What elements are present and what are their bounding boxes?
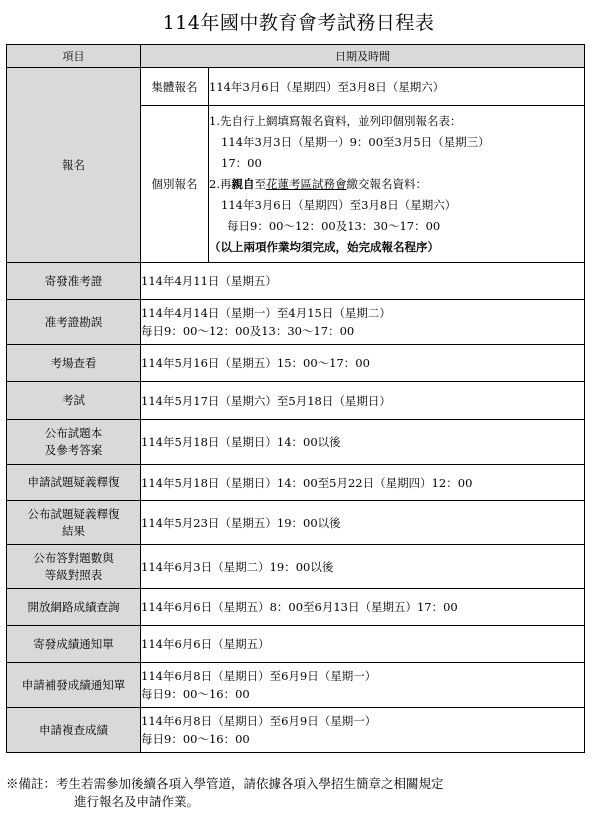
step2-bold: 親自 [231,176,255,191]
step2-line2: 114年3月6日（星期四）至3月8日（星期六） [221,197,457,212]
row-label [7,501,141,545]
step1-line1: 1.先自行上網填寫報名資料，並列印個別報名表： [209,113,462,128]
row-label-line1: 公布答對題數與 [33,550,114,565]
row-label [7,663,141,708]
step1-line2: 114年3月3日（星期一）9：00至3月5日（星期三） [221,134,490,149]
table-row [7,68,585,106]
row-value-line1: 114年6月8日（星期日）至6月9日（星期一） [141,714,377,728]
row-value [141,589,585,626]
row-value-line1: 114年5月18日（星期日）14：00以後 [141,435,341,449]
row-value [141,382,585,420]
row-label [7,420,141,465]
step1-line3: 17：00 [221,155,262,170]
group-registration-label: 集體報名 [141,68,209,106]
row-value [141,626,585,663]
table-row [7,382,585,420]
row-label-line1: 考場查看 [50,355,97,370]
row-label [7,345,141,382]
step2-suffix: 繳交報名資料： [346,176,427,191]
footer-line2: 進行報名及申請作業。 [74,794,200,809]
registration-label: 報名 [7,68,141,263]
row-value-line1: 114年6月6日（星期五）8：00至6月13日（星期五）17：00 [141,600,458,614]
individual-registration-value [209,106,585,263]
table-header-row [7,45,585,68]
row-value-line1: 114年5月23日（星期五）19：00以後 [141,515,341,530]
row-value-line1: 114年4月14日（星期一）至4月15日（星期二） [141,306,391,320]
schedule-table [6,44,585,753]
table-row [7,420,585,465]
row-value [141,465,585,501]
row-value-line1: 114年5月18日（星期日）14：00至5月22日（星期四）12：00 [141,475,473,490]
table-row [7,663,585,708]
table-row [7,501,585,545]
row-label-line1: 公布試題本 [44,426,103,440]
row-value-line1: 114年5月17日（星期六）至5月18日（星期日） [141,393,391,408]
row-value-line1: 114年6月8日（星期日）至6月9日（星期一） [141,669,377,683]
row-value-line1: 114年4月11日（星期五） [141,274,277,288]
header-date: 日期及時間 [141,45,585,68]
row-label [7,382,141,420]
row-value-line1: 114年6月6日（星期五） [141,637,270,651]
row-value [141,420,585,465]
row-value [141,663,585,708]
row-label-line2: 及參考答案 [44,443,103,457]
row-label-line2: 等級對照表 [44,567,103,582]
row-label-line1: 寄發准考證 [44,273,103,288]
table-row [7,545,585,589]
row-value-line1: 114年6月3日（星期二）19：00以後 [141,559,334,574]
row-label-line1: 申請試題疑義釋復 [27,475,120,489]
row-value-line2: 每日9：00～16：00 [141,732,250,746]
row-value [141,345,585,382]
table-row [7,626,585,663]
step2-mid: 至 [254,176,266,191]
table-row [7,465,585,501]
row-label [7,465,141,501]
row-value-line1: 114年5月16日（星期五）15：00～17：00 [141,356,370,370]
table-row [7,300,585,345]
row-label-line1: 准考證勘誤 [44,314,103,329]
table-row [7,708,585,753]
row-value [141,545,585,589]
page-title: 114年國中教育會考試務日程表 [162,12,435,34]
row-label-line2: 結果 [62,523,85,538]
step2-prefix: 2.再 [209,176,232,191]
step2-line1 [209,174,584,195]
row-label-line1: 公布試題疑義釋復 [27,506,120,521]
row-label-line1: 申請複查成績 [39,722,108,737]
row-value [141,300,585,345]
row-label [7,263,141,300]
row-value-line2: 每日9：00～16：00 [141,687,250,701]
row-label-line1: 開放網路成績查詢 [27,599,120,614]
row-value-line2: 每日9：00～12：00及13：30～17：00 [141,324,355,338]
footer-line1: ※備註：考生若需參加後續各項入學管道，請依據各項入學招生簡章之相關規定 [6,776,444,791]
registration-note: （以上兩項作業均須完成，始完成報名程序） [209,239,439,254]
footer-note [6,775,591,811]
table-row [7,589,585,626]
step2-line3: 每日9：00～12：00及13：30～17：00 [227,218,441,233]
group-registration-value: 114年3月6日（星期四）至3月8日（星期六） [209,68,585,106]
table-row [7,345,585,382]
row-label-line1: 寄發成績通知單 [33,636,114,651]
row-label [7,708,141,753]
row-label [7,545,141,589]
row-label-line1: 申請補發成績通知單 [21,677,126,692]
row-value [141,501,585,545]
header-item: 項目 [7,45,141,68]
row-label [7,589,141,626]
individual-registration-label: 個別報名 [141,106,209,263]
row-label-line1: 考試 [62,393,85,407]
row-label [7,300,141,345]
step2-underline: 花蓮考區試務會 [265,176,347,191]
table-row [7,263,585,300]
row-value [141,263,585,300]
row-value [141,708,585,753]
row-label [7,626,141,663]
